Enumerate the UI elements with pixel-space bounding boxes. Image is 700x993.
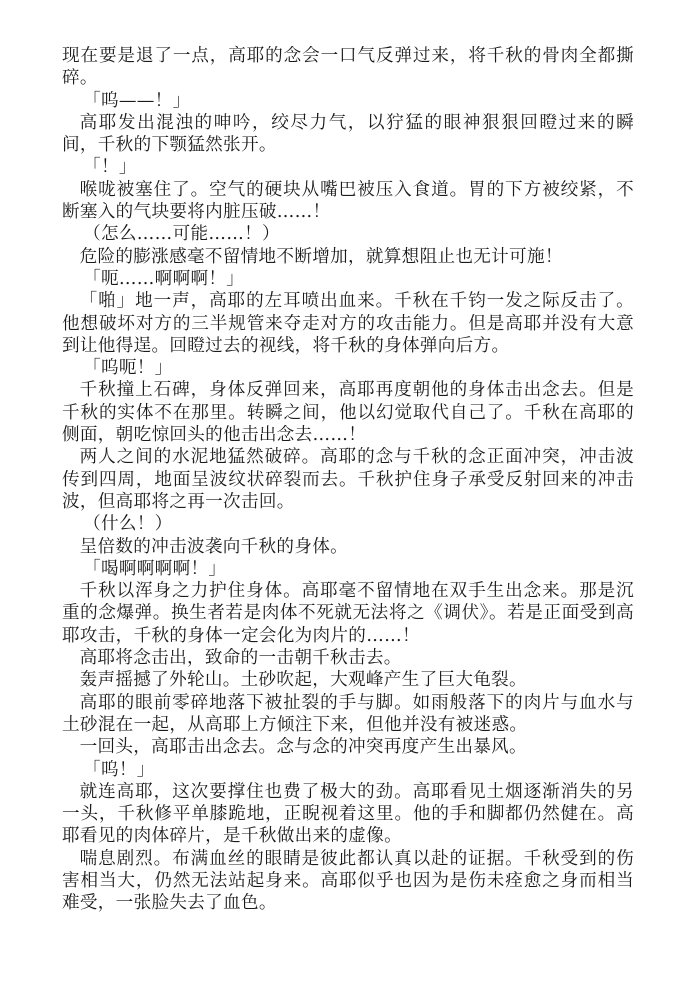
- dialogue-line: （什么！）: [83, 514, 173, 535]
- paragraph: 「啪」地一声，高耶的左耳喷出血来。千秋在千钧一发之际反击了。他想破坏对方的三半规管来夺走对方的攻击能力。但是高耶并没有大意到让他得逞。回瞪过去的视线，将千秋的身体弹向后方。: [62, 291, 634, 356]
- paragraph: 千秋撞上石碑，身体反弹回来，高耶再度朝他的身体击出念去。但是千秋的实体不在那里。转瞬之间，他以幻觉取代自己了。千秋在高耶的侧面，朝吃惊回头的他击出念去……！: [62, 380, 634, 446]
- paragraph: 高耶发出混浊的呻吟，绞尽力气，以狞猛的眼神狠狠回瞪过来的瞬间，千秋的下颚猛然张开。: [62, 112, 634, 156]
- paragraph: 危险的膨涨感毫不留情地不断增加，就算想阻止也无计可施！: [79, 246, 563, 267]
- paragraph: 现在要是退了一点，高耶的念会一口气反弹过来，将千秋的骨肉全都撕碎。: [62, 46, 634, 89]
- paragraph: 就连高耶，这次要撑住也费了极大的劲。高耶看见土烟逐渐消失的另一头，千秋修平单膝跪地，正睨视着这里。他的手和脚都仍然健在。高耶看见的肉体碎片，是千秋做出来的虚像。: [62, 781, 634, 847]
- paragraph: 千秋以浑身之力护住身体。高耶毫不留情地在双手生出念来。那是沉重的念爆弹。换生者若是肉体不死就无法将之《调伏》。若是正面受到高耶攻击，千秋的身体一定会化为肉片的……！: [62, 581, 634, 646]
- paragraph: 喘息剧烈。布满血丝的眼睛是彼此都认真以赴的证据。千秋受到的伤害相当大，仍然无法站起身来。高耶似乎也因为是伤未痊愈之身而相当难受，一张脸失去了血色。: [62, 848, 634, 914]
- dialogue-line: 「！」: [83, 157, 137, 178]
- paragraph: 轰声摇撼了外轮山。土砂吹起，大观峰产生了巨大龟裂。: [79, 670, 527, 691]
- dialogue-line: 「呜！」: [83, 759, 155, 780]
- paragraph: 高耶的眼前零碎地落下被扯裂的手与脚。如雨般落下的肉片与血水与土砂混在一起，从高耶上方倾注下来，但他并没有被迷惑。: [62, 692, 634, 735]
- paragraph: 喉咙被塞住了。空气的硬块从嘴巴被压入食道。胃的下方被绞紧，不断塞入的气块要将内脏压破……！: [62, 179, 634, 223]
- dialogue-line: 「喝啊啊啊啊！」: [83, 558, 227, 579]
- dialogue-line: 「呜——！」: [83, 90, 191, 111]
- dialogue-line: （怎么……可能……！）: [83, 224, 280, 245]
- dialogue-line: 「呜呃！」: [83, 358, 173, 379]
- paragraph: 一回头，高耶击出念去。念与念的冲突再度产生出暴风。: [79, 737, 527, 758]
- dialogue-line: 「呃……啊啊啊！」: [83, 268, 245, 289]
- page-body: [62, 45, 634, 915]
- paragraph: 高耶将念击出，致命的一击朝千秋击去。: [79, 648, 402, 669]
- paragraph: 两人之间的水泥地猛然破碎。高耶的念与千秋的念正面冲突，冲击波传到四周，地面呈波纹状碎裂而去。千秋护住身子承受反射回来的冲击波，但高耶将之再一次击回。: [62, 447, 634, 512]
- paragraph: 呈倍数的冲击波袭向千秋的身体。: [79, 536, 349, 557]
